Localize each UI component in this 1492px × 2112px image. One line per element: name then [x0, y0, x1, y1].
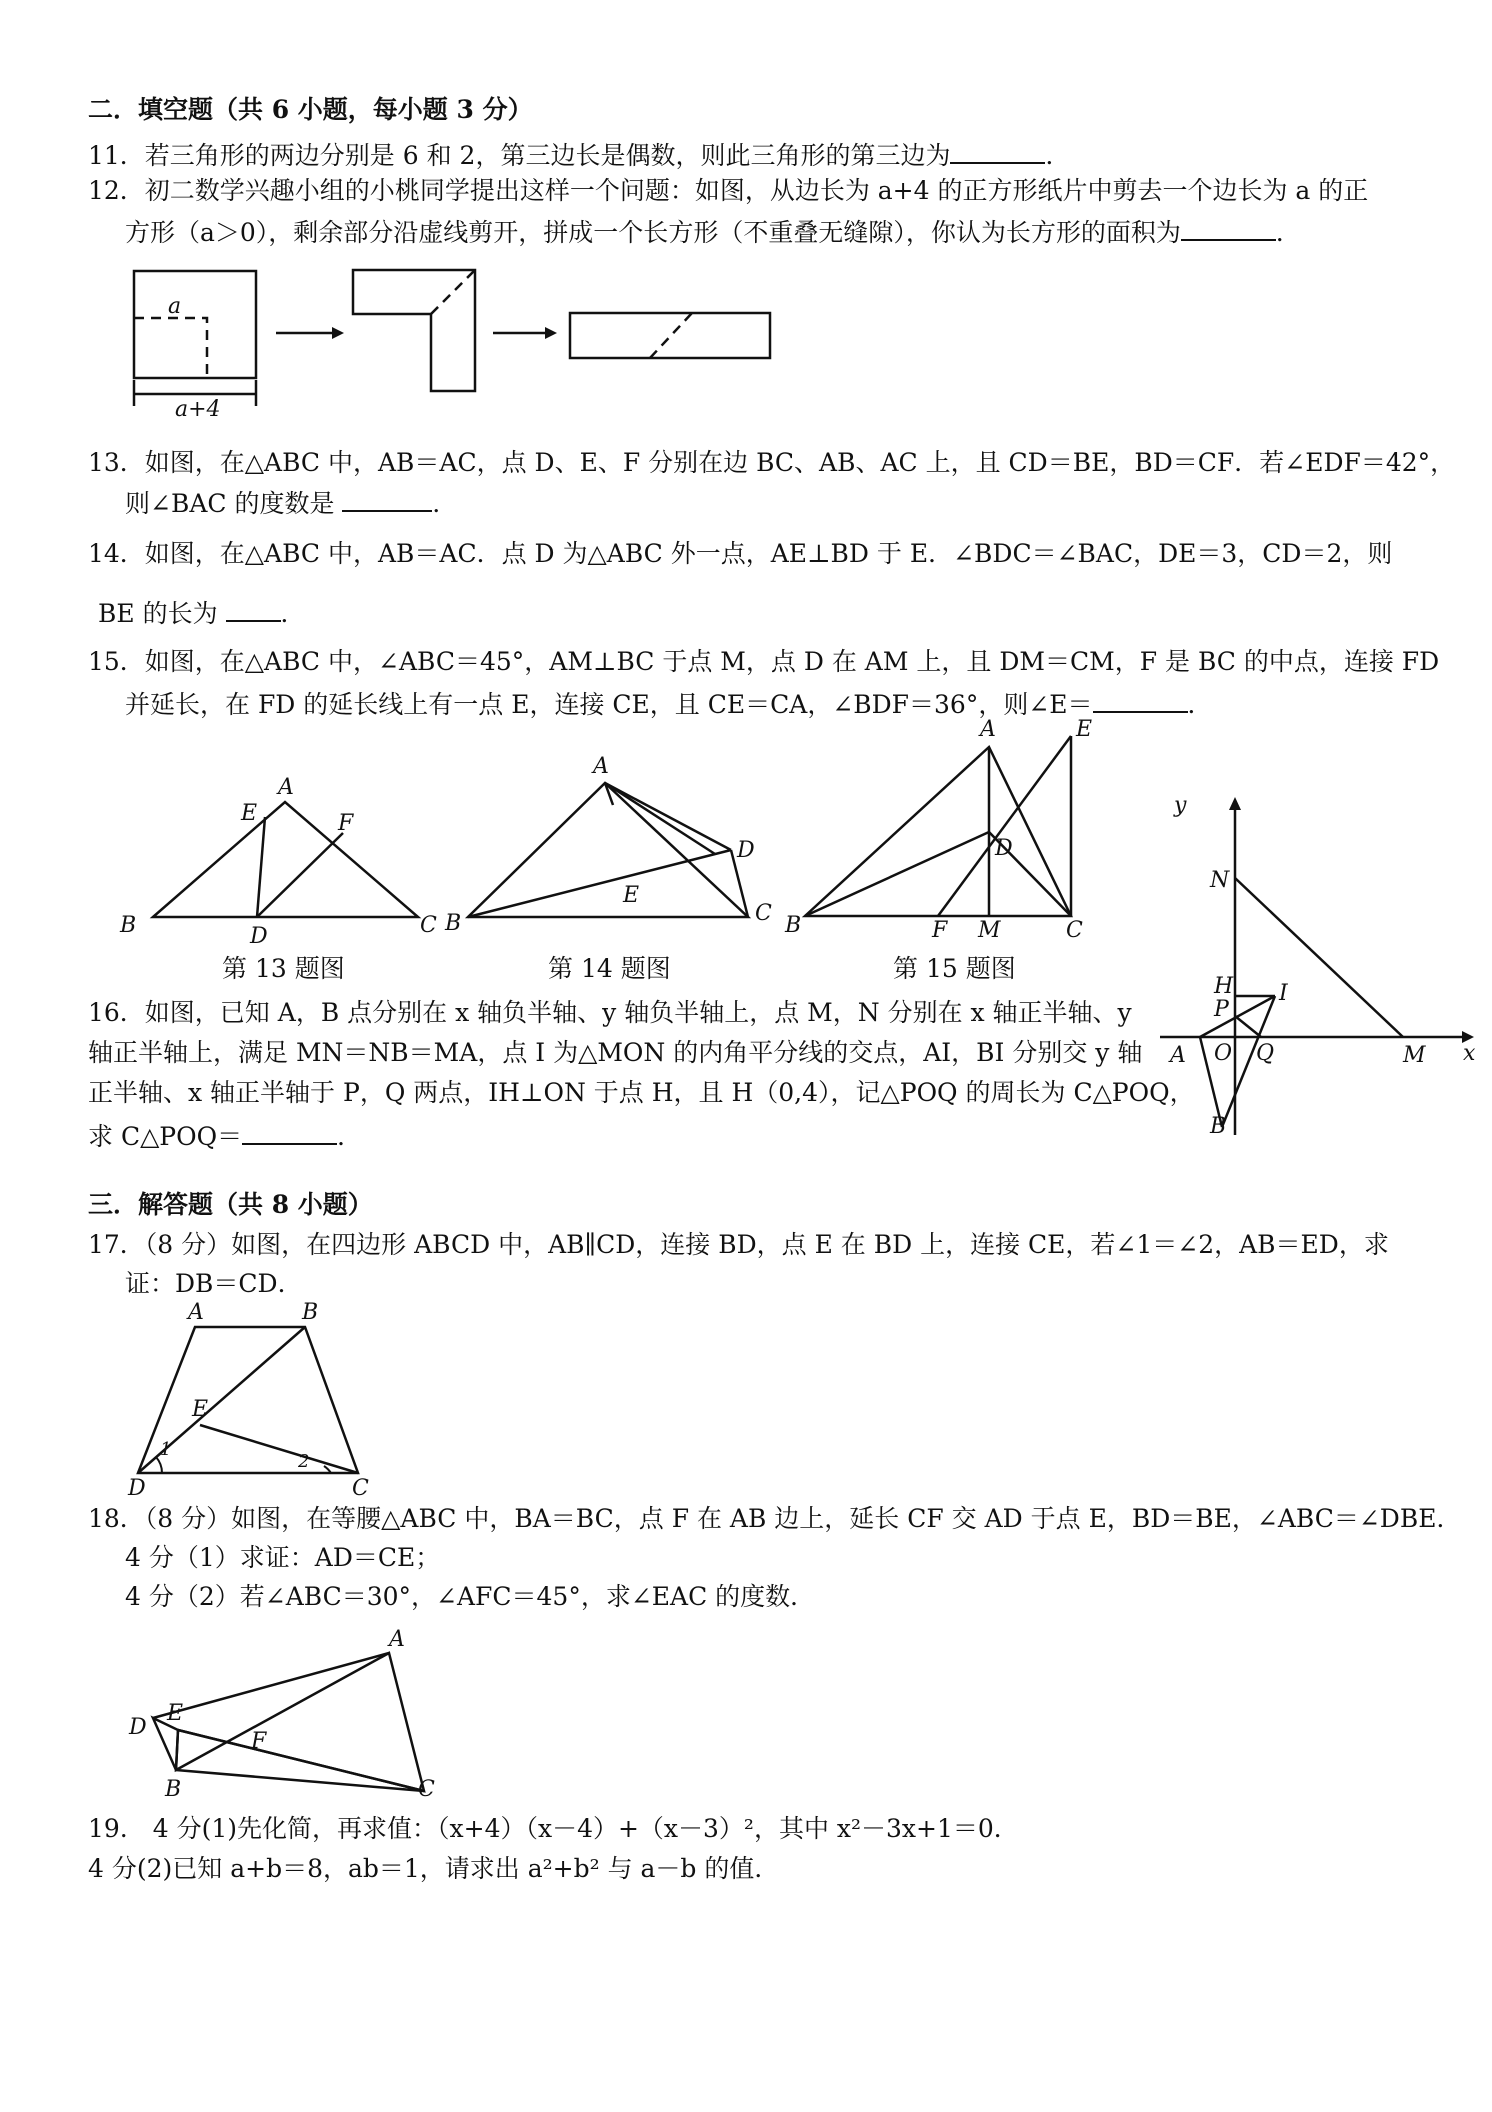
- fig16-label-I: I: [1279, 981, 1288, 1006]
- fig13-label-D: D: [250, 924, 268, 949]
- fig18-label-C: C: [418, 1777, 435, 1802]
- figure-17: [118, 1300, 378, 1505]
- answer-blank-11[interactable]: [950, 136, 1045, 164]
- arrow-icon: [332, 327, 344, 339]
- question-16-text: 求 C△POQ＝: [88, 1122, 243, 1151]
- fig13-label-B: B: [120, 913, 137, 938]
- figure-13: [120, 775, 440, 949]
- question-11: 11．若三角形的两边分别是 6 和 2，第三边长是偶数，则此三角形的第三边为 ．: [88, 136, 1070, 173]
- fig16-label-A: A: [1170, 1043, 1186, 1068]
- fig16-label-x: x: [1463, 1041, 1476, 1066]
- fig14-label-C: C: [755, 901, 772, 926]
- fig18-label-E: E: [167, 1701, 184, 1726]
- fig17-label-1: 1: [160, 1439, 172, 1460]
- question-17-line1: 17．（8 分）如图，在四边形 ABCD 中，AB∥CD，连接 BD，点 E 在 BD 上，连接 CE，若∠1＝∠2，AB＝ED，求: [88, 1230, 1389, 1259]
- fig13-label-F: F: [338, 811, 354, 836]
- question-18-part1: 4 分（1）求证：AD＝CE；: [125, 1543, 441, 1572]
- fig14-label-E: E: [623, 883, 640, 908]
- fig15-label-D: D: [995, 836, 1013, 861]
- question-14-line1: 14．如图，在△ABC 中，AB＝AC．点 D 为△ABC 外一点，AE⊥BD 于 E．∠BDC＝∠BAC，DE＝3，CD＝2，则: [88, 539, 1393, 568]
- question-16-line4: 求 C△POQ＝ ．: [88, 1117, 362, 1154]
- fig12-label-side: a+4: [175, 397, 221, 422]
- fig13-label-C: C: [420, 913, 437, 938]
- fig16-label-H: H: [1214, 974, 1234, 999]
- fig16-label-M: M: [1403, 1043, 1426, 1068]
- fig15-label-E: E: [1076, 717, 1093, 742]
- figure-12: [120, 258, 920, 428]
- question-14-line2: BE 的长为 ．: [98, 594, 306, 631]
- question-16-line3: 正半轴、x 轴正半轴于 P，Q 两点，IH⊥ON 于点 H，且 H（0,4），记△POQ 的周长为 C△POQ，: [88, 1078, 1195, 1107]
- answer-blank-16[interactable]: [242, 1117, 337, 1145]
- fig16-label-N: N: [1210, 868, 1230, 893]
- fig14-label-B: B: [445, 911, 462, 936]
- section-2-heading: 二．填空题（共 6 小题，每小题 3 分）: [88, 95, 533, 124]
- question-11-text: 11．若三角形的两边分别是 6 和 2，第三边长是偶数，则此三角形的第三边为: [88, 141, 951, 170]
- answer-blank-14[interactable]: [226, 594, 281, 622]
- fig18-label-B: B: [165, 1777, 182, 1802]
- fig16-label-B: B: [1210, 1114, 1227, 1139]
- figure-18: [123, 1628, 463, 1828]
- fig13-label-A: A: [278, 775, 294, 800]
- question-12-text: 方形（a＞0），剩余部分沿虚线剪开，拼成一个长方形（不重叠无缝隙），你认为长方形的面积为: [125, 218, 1181, 247]
- fig15-label-A: A: [980, 717, 996, 742]
- question-14-text: BE 的长为: [98, 599, 218, 628]
- figure-15: [780, 717, 1093, 943]
- fig15-label-F: F: [932, 918, 948, 943]
- question-13-line1: 13．如图，在△ABC 中，AB＝AC，点 D、E、F 分别在边 BC、AB、AC 上，且 CD＝BE，BD＝CF．若∠EDF＝42°，: [88, 448, 1456, 477]
- question-16-line2: 轴正半轴上，满足 MN＝NB＝MA，点 I 为△MON 的内角平分线的交点，AI，BI 分别交 y 轴: [88, 1038, 1143, 1067]
- fig18-label-F: F: [251, 1729, 267, 1754]
- fig16-label-Q: Q: [1256, 1041, 1275, 1066]
- fig13-label-E: E: [241, 801, 258, 826]
- question-13-text: 则∠BAC 的度数是: [125, 489, 335, 518]
- caption-figure-13: 第 13 题图: [222, 954, 345, 983]
- fig18-label-A: A: [389, 1627, 405, 1652]
- fig17-label-E: E: [192, 1397, 209, 1422]
- section-3-heading: 三．解答题（共 8 小题）: [88, 1190, 373, 1219]
- figure-14: [445, 750, 785, 936]
- question-19-part1: 19. 4 分(1)先化简，再求值：（x+4）（x－4）+（x－3）²，其中 x²－3x+1＝0．: [88, 1814, 1019, 1843]
- question-12-line1: 12．初二数学兴趣小组的小桃同学提出这样一个问题：如图，从边长为 a+4 的正方形纸片中剪去一个边长为 a 的正: [88, 176, 1369, 205]
- figure-16: [1160, 790, 1476, 1160]
- question-13-line2: 则∠BAC 的度数是 ．: [125, 484, 457, 521]
- arrow-icon: [545, 327, 557, 339]
- fig16-label-y: y: [1174, 793, 1187, 818]
- question-15-line2: 并延长，在 FD 的延长线上有一点 E，连接 CE，且 CE＝CA，∠BDF＝36°，则∠E＝ ．: [125, 685, 1213, 722]
- fig15-label-C: C: [1066, 918, 1083, 943]
- question-18-line1: 18．（8 分）如图，在等腰△ABC 中，BA＝BC，点 F 在 AB 边上，延长 CF 交 AD 于点 E，BD＝BE，∠ABC＝∠DBE．: [88, 1504, 1462, 1533]
- y-axis-arrow-icon: [1229, 797, 1241, 810]
- answer-blank-15[interactable]: [1093, 685, 1188, 713]
- fig16-label-O: O: [1214, 1041, 1233, 1066]
- question-18-part2: 4 分（2）若∠ABC＝30°，∠AFC＝45°，求∠EAC 的度数．: [125, 1582, 816, 1611]
- fig18-label-D: D: [129, 1715, 147, 1740]
- question-15-line1: 15．如图，在△ABC 中，∠ABC＝45°，AM⊥BC 于点 M，点 D 在 AM 上，且 DM＝CM，F 是 BC 的中点，连接 FD: [88, 647, 1440, 676]
- fig14-label-A: A: [593, 754, 609, 779]
- question-15-text: 并延长，在 FD 的延长线上有一点 E，连接 CE，且 CE＝CA，∠BDF＝36°，则∠E＝: [125, 690, 1093, 719]
- fig15-label-M: M: [978, 918, 1001, 943]
- fig17-label-B: B: [302, 1300, 319, 1325]
- question-16-line1: 16．如图，已知 A，B 点分别在 x 轴负半轴、y 轴负半轴上，点 M，N 分别在 x 轴正半轴、y: [88, 998, 1132, 1027]
- answer-blank-12[interactable]: [1181, 213, 1276, 241]
- question-19-part2: 4 分(2)已知 a+b＝8，ab＝1，请求出 a²+b² 与 a－b 的值．: [88, 1854, 780, 1883]
- caption-figure-14: 第 14 题图: [548, 954, 671, 983]
- fig17-label-2: 2: [298, 1451, 310, 1472]
- fig17-label-D: D: [128, 1476, 146, 1501]
- fig17-label-A: A: [188, 1300, 204, 1325]
- question-12-line2: 方形（a＞0），剩余部分沿虚线剪开，拼成一个长方形（不重叠无缝隙），你认为长方形的面积为 ．: [125, 213, 1301, 250]
- fig17-label-C: C: [352, 1476, 369, 1501]
- fig16-label-P: P: [1214, 997, 1229, 1022]
- answer-blank-13[interactable]: [342, 484, 432, 512]
- fig12-label-a: a: [168, 294, 182, 319]
- fig15-label-B: B: [785, 913, 802, 938]
- question-17-line2: 证：DB＝CD．: [125, 1269, 303, 1298]
- caption-figure-15: 第 15 题图: [893, 954, 1016, 983]
- fig14-label-D: D: [737, 838, 755, 863]
